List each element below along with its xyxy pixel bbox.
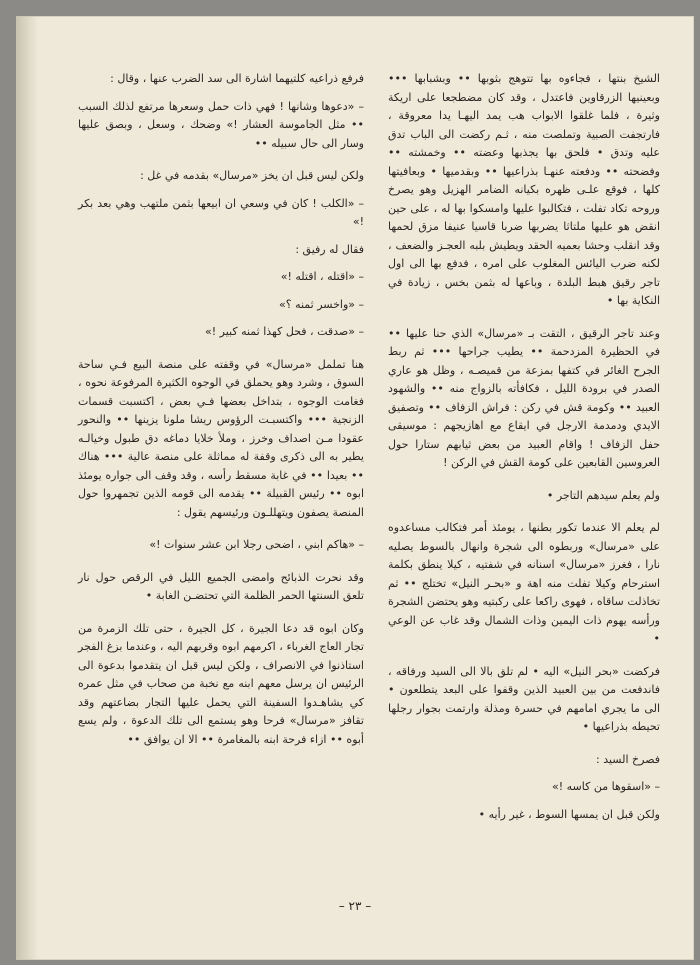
paragraph: الشيخ بنتها ، فجاءوه بها تتوهج بثوبها •• وبشبابها ••• وبعينيها الزرقاوين فاعتدل ، وقد كان مضطجعا على اريكة وثيرة ، فلما غلقوا الابواب هب يمد اليهـا يدا معروقة ، فارتجفت الصبية وتملصت منه ، ثـم ركضت الى الباب تدق عليه وتدق • فلحق بها يجذبها وعضته •• وخمشته •• وفضحته •• ودفعته عنهـا بذراعيها •• وبقدميها • وبعافيتها كلها ، فوقع علـى ظهره بكيانه الضامر الهزيل وهو يصرخ وروحه تكاد تفلت ، فتكالبوا عليها وامسكوا بها له ، على حين انقض هو عليها ملتاثا يضربها ضربا قاسيا عنيفا مزق لحمها وقد انقلب وحشا بعميه الحقد ويطيش بلبه العجـز والضعف ، لكنه ضرب اليائس المغلوب على امره ، فدفع بها الى اول تاجر رقيق هبط البلدة ، وباعها له بثمن بخس ، زيادة في النكاية بها • (388, 72, 660, 307)
paragraph: وقد نحرت الذبائح وامضى الجميع الليل في الرقص حول نار تلعق السنتها الحمر الظلمة التي تحتضـن الغابة • (78, 570, 364, 602)
left-text-column (78, 70, 364, 758)
paragraph: وكان ابوه قد دعا الجيرة ، كل الجيرة ، حتى تلك الزمرة من تجار العاج الغرباء ، اكرمهم ابوه وقربهم اليه ، وعندما بزغ الفجر استاذنوا في الانصراف ، ولكن ليس قبل ان يتقدموا بدعوة الى الرئيس ان يرسل معهم ابنه مع نخبة من صحاب في مثل عمره كي يشاهـدوا السفينة التي يحمل عليها التجار بضاعتهم وقد تقافز «مرسال» فرحا وهو يستمع الى تلك الدعوة ، ولم يسع أبوه •• ازاء فرحة ابنه بالمغامرة •• الا ان يوافق •• (78, 621, 364, 746)
binding-gutter-shadow (16, 16, 38, 960)
paragraph: فرفع ذراعيه كلتيهما اشارة الى سد الضرب عنها ، وقال : (110, 72, 364, 85)
paragraph: ولكن قبل ان يمسها السوط ، غير رأيه • (478, 807, 660, 821)
paragraph: هنا تململ «مرسال» في وقفته على منصة البيع فـي ساحة السوق ، وشرد وهو يحملق في الوجوه الكثيرة المرفوعة نحوه ، فغامت الوجوه ، بتداخل بعضها فـي بعض ، اكتسبت قسمات الزنجية ••• واكتسبـت الرؤوس ريشا ملونا يزينها •• والنحور عقودا مـن اصداف وخرز ، وملأ خلايا دماغه دق طبول وخيالـه يطير به الى ذكرى وقفة له مماثلة على منصة عالية ••• هناك •• بعيدا •• في غابة مسقط رأسه ، وقد وقف الى جواره يومئذ ابوه •• رئيس القبيلة •• يقدمه الى قومه الذين تجمهروا حول المنصة يصفون ويتهللـون ورئيسهم يقول : (78, 357, 364, 519)
dialogue-line: – «اسقوها من كاسه !» (552, 780, 660, 793)
paragraph: فصرخ السيد : (596, 752, 660, 766)
paragraph: وعند تاجر الرقيق ، التقت بـ «مرسال» الذي حنا عليها •• في الحظيرة المزدحمة •• يطيب جراحها ••• ثم ربط الجرح الغائر في كتفها بمزعة من قميصـه ، وظل هو عاري الصدر في برودة الليل ، فكافأته بالزواج منه •• والشهود العبيد •• وكومة قش في ركن : فراش الزفاف •• وتصفيق الايدي ودمدمة الارجل في ايقاع مع اهازيجهم : موسيقى حفل الزفاف ! واقام العبيد من بعض ثيابهم ستارا حول العروسين القابعين على كومة القش في الركن ! (388, 326, 660, 469)
paragraph: فركضت «بحر النيل» اليه • لم تلق بالا الى السيد ورفاقه ، فاندفعت من بين العبيد الذين وقفوا على البعد يتطلعون • الى ما يجري امامهم في حسرة ومذلة وارتمت بجوار رجلها تحيطه بذراعيها • (388, 664, 660, 733)
dialogue-line: – «صدقت ، فحل كهذا ثمنه كبير !» (205, 325, 364, 338)
paragraph: لم يعلم الا عندما تكور بطنها ، يومئذ أمر فتكالب مساعدوه على «مرسال» وربطوه الى شجرة وانهال بالسوط يصليه نارا ، فغرز «مرسال» اسنانه في شفتيه ، كيلا ينطق بكلمة استرحام وكيلا تفلت منه اهة و «بحـر النيل» تختلج •• ثم تخاذلت ساقاه ، فهوى راكعا على ركبتيه وهو يحتضن الشجرة ورأسه يهوم ذات اليمين وذات الشمال وقد غاب عن الوعي • (388, 521, 660, 645)
paragraph: فقال له رفيق : (295, 242, 364, 256)
dialogue-line: – «هاكم ابني ، اضحى رجلا ابن عشر سنوات !» (149, 538, 364, 551)
dialogue-line: – «واخسر ثمنه ؟» (279, 297, 364, 311)
dialogue-line: – «اقتله ، اقتله !» (280, 270, 364, 283)
page-number: – ٢٣ – (338, 899, 372, 913)
dialogue-line: – «الكلب ! كان في وسعي ان ابيعها بثمن ملتهب وهي بعد بكر !» (78, 196, 364, 228)
paragraph: ولم يعلم سيدهم التاجر • (546, 488, 660, 502)
dialogue-line: – «دعوها وشانها ! فهي ذات حمل وسعرها مرتفع لذلك السبب •• مثل الجاموسة العشار !» وضحك ، وسعل ، وبصق عليها وسار الى حال سبيله •• (78, 99, 364, 150)
paragraph: ولكن ليس قبل ان يخز «مرسال» بقدمه في غل : (140, 169, 364, 182)
right-text-column (388, 70, 660, 833)
book-page (16, 16, 694, 960)
